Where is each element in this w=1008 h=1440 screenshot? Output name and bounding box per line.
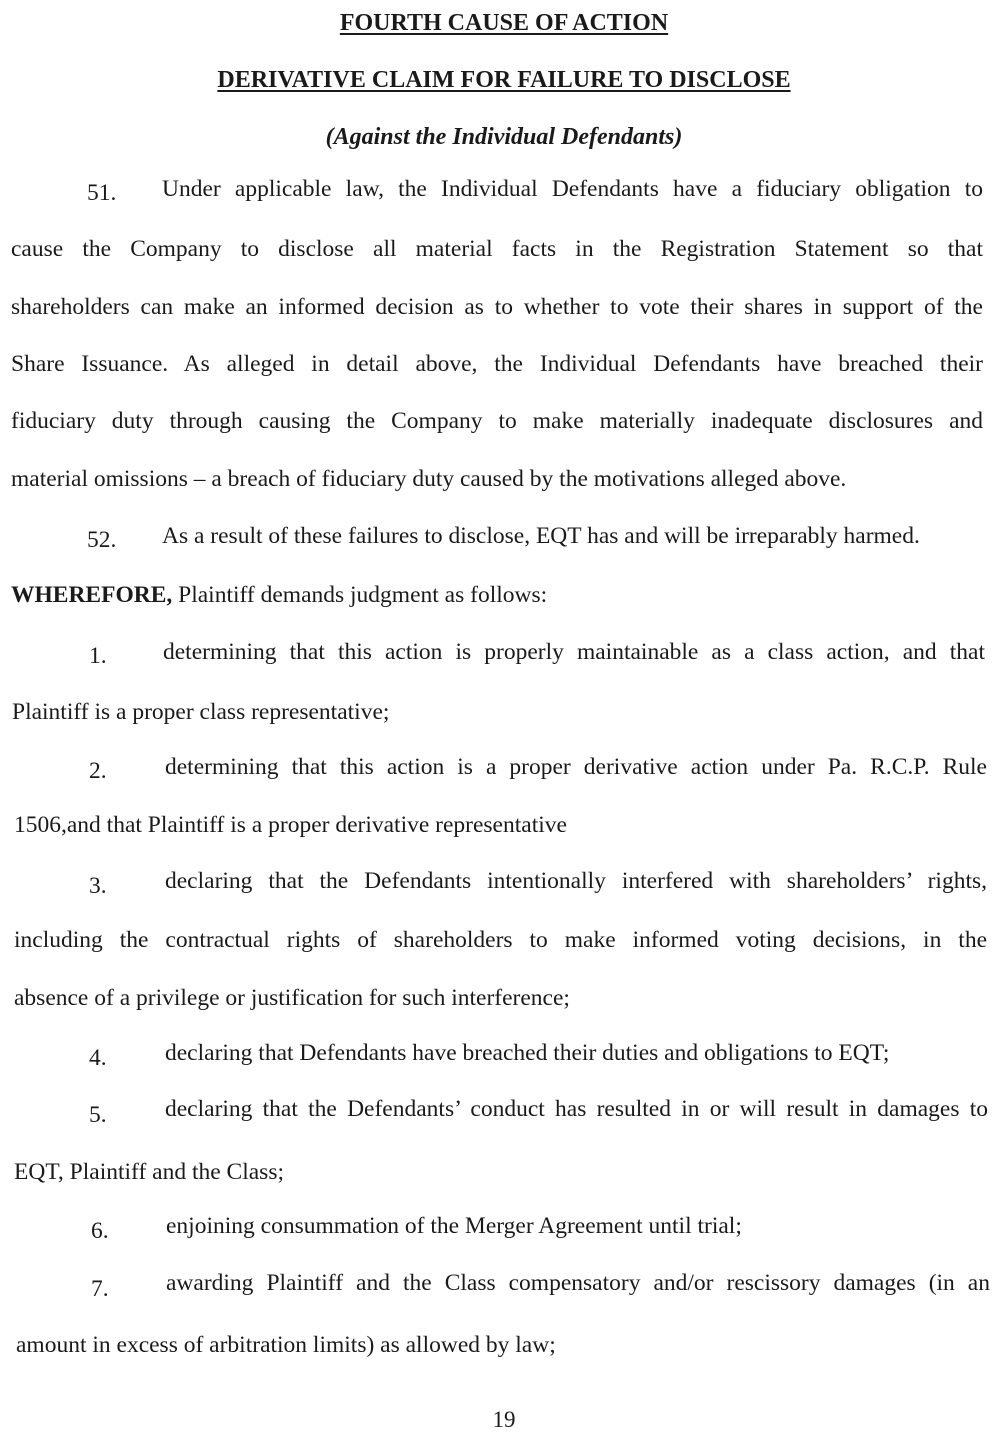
wherefore-rest: Plaintiff demands judgment as follows: — [172, 582, 548, 608]
heading-fourth-cause — [0, 9, 1008, 37]
subheading-against-defendants — [0, 123, 1008, 151]
paragraph-51-line-6: material omissions – a breach of fiduciary duty caused by the motivations alleged above. — [11, 466, 847, 492]
item-1-line-1: determining that this action is properly maintainable as a class action, and that — [163, 639, 985, 665]
item-number-7: 7. — [91, 1276, 109, 1302]
wherefore-line — [11, 580, 547, 610]
item-number-6: 6. — [91, 1218, 109, 1244]
item-5-line-2: EQT, Plaintiff and the Class; — [14, 1159, 284, 1185]
item-4-line-1: declaring that Defendants have breached their duties and obligations to EQT; — [165, 1040, 890, 1066]
item-3-line-1: declaring that the Defendants intentionally interfered with shareholders’ rights, — [165, 868, 987, 894]
paragraph-51-line-2: cause the Company to disclose all material facts in the Registration Statement so that — [11, 236, 983, 262]
paragraph-51-line-4: Share Issuance. As alleged in detail above, the Individual Defendants have breached their — [11, 351, 983, 377]
paragraph-number-52: 52. — [87, 527, 117, 553]
item-number-2: 2. — [89, 758, 107, 784]
item-1-line-2: Plaintiff is a proper class representative; — [12, 699, 390, 725]
item-number-5: 5. — [89, 1102, 107, 1128]
item-number-1: 1. — [89, 643, 107, 669]
paragraph-51-line-3: shareholders can make an informed decision as to whether to vote their shares in support of the — [11, 294, 983, 320]
item-7-line-2: amount in excess of arbitration limits) as allowed by law; — [16, 1332, 556, 1358]
item-7-line-1: awarding Plaintiff and the Class compensatory and/or rescissory damages (in an — [166, 1270, 990, 1296]
subheading-text: (Against the Individual Defendants) — [325, 124, 683, 150]
heading-fourth-cause-text: FOURTH CAUSE OF ACTION — [339, 10, 669, 36]
wherefore-bold: WHEREFORE, — [11, 582, 173, 608]
heading-derivative-claim — [0, 66, 1008, 94]
page-number: 19 — [492, 1407, 516, 1432]
paragraph-51-line-1: Under applicable law, the Individual Defendants have a fiduciary obligation to — [162, 176, 983, 202]
item-6-line-1: enjoining consummation of the Merger Agreement until trial; — [166, 1213, 742, 1239]
item-3-line-2: including the contractual rights of shareholders to make informed voting decisions, in the — [14, 927, 987, 953]
item-3-line-3: absence of a privilege or justification for such interference; — [14, 985, 570, 1011]
paragraph-51-line-5: fiduciary duty through causing the Company to make materially inadequate disclosures and — [11, 408, 983, 434]
paragraph-number-51: 51. — [87, 180, 117, 206]
item-2-line-1: determining that this action is a proper derivative action under Pa. R.C.P. Rule — [165, 754, 987, 780]
item-5-line-1: declaring that the Defendants’ conduct has resulted in or will result in damages to — [165, 1096, 988, 1122]
paragraph-52-text: As a result of these failures to disclose, EQT has and will be irreparably harmed. — [162, 523, 920, 549]
heading-derivative-claim-text: DERIVATIVE CLAIM FOR FAILURE TO DISCLOSE — [217, 67, 791, 93]
item-number-3: 3. — [89, 873, 107, 899]
item-2-line-2: 1506,and that Plaintiff is a proper derivative representative — [14, 812, 567, 838]
item-number-4: 4. — [89, 1045, 107, 1071]
